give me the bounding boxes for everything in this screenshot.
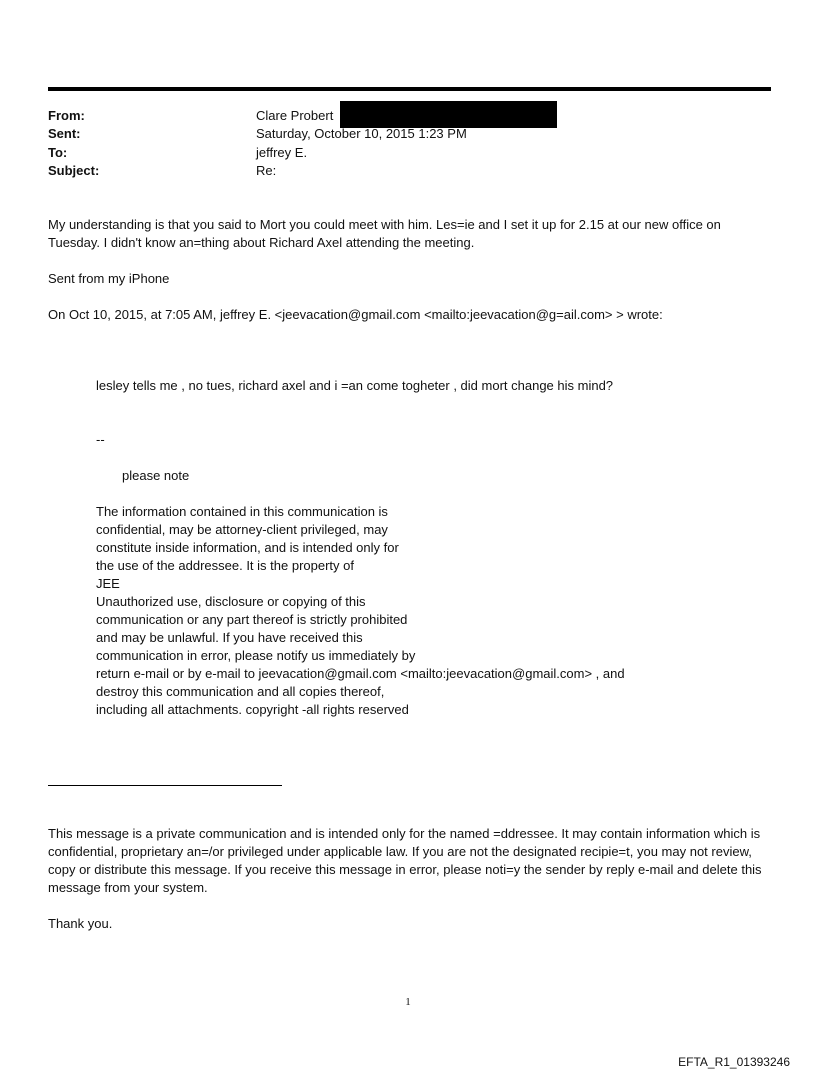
redaction-box <box>340 101 557 128</box>
from-label: From: <box>48 108 85 123</box>
sent-label: Sent: <box>48 126 81 141</box>
subject-label: Subject: <box>48 163 100 178</box>
footer-notice: This message is a private communication and is intended only for the named =ddressee. It may contain information which is confidential, proprietary an=/or privileged under applicable law. If you are not the designated recipie=t, you may not review, copy or distribute this message. If you receive this message in error, please noti=y the sender by reply e-mail and delete this message from your system. <box>48 826 762 895</box>
footer-divider <box>48 785 282 786</box>
disclaimer-line: The information contained in this communication is <box>96 504 388 519</box>
sent-value: Saturday, October 10, 2015 1:23 PM <box>256 126 467 141</box>
page-number: 1 <box>405 996 411 1008</box>
quote-intro: On Oct 10, 2015, at 7:05 AM, jeffrey E. <jeevacation@gmail.com <mailto:jeevacation@g=ail.com> > wrote: <box>48 307 663 322</box>
signature-dashes: -- <box>96 432 105 447</box>
from-value: Clare Probert <box>256 108 334 123</box>
disclaimer-line: JEE <box>96 576 120 591</box>
body-paragraph: My understanding is that you said to Mort you could meet with him. Les=ie and I set it up for 2.15 at our new office on Tuesday. I didn't know an=thing about Richard Axel attending the meeting. <box>48 217 721 250</box>
disclaimer-line: the use of the addressee. It is the property of <box>96 558 354 573</box>
quoted-message: lesley tells me , no tues, richard axel and i =an come togheter , did mort change his mind? <box>96 378 614 393</box>
thank-you: Thank you. <box>48 916 113 931</box>
disclaimer-line: destroy this communication and all copies thereof, <box>96 684 385 699</box>
please-note: please note <box>122 468 190 483</box>
header-rule <box>48 87 771 91</box>
confidentiality-disclaimer <box>96 503 625 719</box>
disclaimer-line: and may be unlawful. If you have received this <box>96 630 363 645</box>
to-value: jeffrey E. <box>256 145 308 160</box>
disclaimer-line: including all attachments. copyright -all rights reserved <box>96 702 409 717</box>
to-label: To: <box>48 145 68 160</box>
subject-value: Re: <box>256 163 277 178</box>
disclaimer-line: return e-mail or by e-mail to jeevacation@gmail.com <mailto:jeevacation@gmail.com> , and <box>96 666 625 681</box>
disclaimer-line: constitute inside information, and is intended only for <box>96 540 399 555</box>
disclaimer-line: confidential, may be attorney-client privileged, may <box>96 522 388 537</box>
disclaimer-line: communication in error, please notify us immediately by <box>96 648 416 663</box>
disclaimer-line: communication or any part thereof is strictly prohibited <box>96 612 408 627</box>
document-id: EFTA_R1_01393246 <box>678 1055 790 1069</box>
signature-line: Sent from my iPhone <box>48 271 170 286</box>
disclaimer-line: Unauthorized use, disclosure or copying of this <box>96 594 366 609</box>
